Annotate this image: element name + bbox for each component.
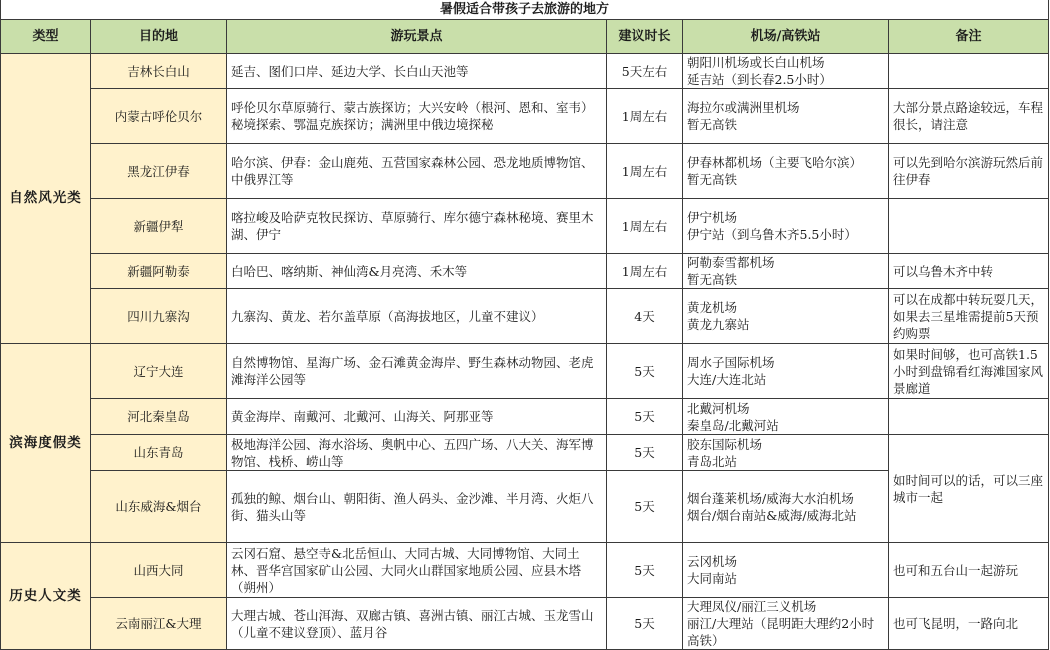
note-cell: 如果时间够，也可高铁1.5小时到盘锦看红海滩国家风景廊道 <box>889 344 1049 399</box>
duration-cell: 1周左右 <box>607 144 683 199</box>
table-row <box>1 543 1049 598</box>
transport-cell: 黄龙机场 黄龙九寨站 <box>683 289 889 344</box>
transport-cell: 伊春林都机场（主要飞哈尔滨） 暂无高铁 <box>683 144 889 199</box>
note-cell: 可以在成都中转玩耍几天，如果去三星堆需提前5天预约购票 <box>889 289 1049 344</box>
spots-cell: 九寨沟、黄龙、若尔盖草原（高海拔地区，儿童不建议） <box>227 289 607 344</box>
category-cell: 历史人文类 <box>1 543 91 650</box>
header-destination: 目的地 <box>91 20 227 54</box>
spots-cell: 延吉、图们口岸、延边大学、长白山天池等 <box>227 54 607 89</box>
spots-cell: 云冈石窟、悬空寺&北岳恒山、大同古城、大同博物馆、大同土林、晋华宫国家矿山公园、大同火山群国家地质公园、应县木塔（朔州） <box>227 543 607 598</box>
header-duration: 建议时长 <box>607 20 683 54</box>
destination-cell: 四川九寨沟 <box>91 289 227 344</box>
note-cell <box>889 54 1049 89</box>
table-row <box>1 289 1049 344</box>
duration-cell: 1周左右 <box>607 89 683 144</box>
note-cell: 可以先到哈尔滨游玩然后前往伊春 <box>889 144 1049 199</box>
destination-cell: 山东威海&烟台 <box>91 471 227 543</box>
destination-cell: 新疆阿勒泰 <box>91 254 227 289</box>
destination-cell: 河北秦皇岛 <box>91 399 227 435</box>
duration-cell: 5天左右 <box>607 54 683 89</box>
spots-cell: 孤独的鲸、烟台山、朝阳街、渔人码头、金沙滩、半月湾、火炬八街、猫头山等 <box>227 471 607 543</box>
spots-cell: 自然博物馆、星海广场、金石滩黄金海岸、野生森林动物园、老虎滩海洋公园等 <box>227 344 607 399</box>
note-cell <box>889 199 1049 254</box>
spots-cell: 哈尔滨、伊春：金山鹿苑、五营国家森林公园、恐龙地质博物馆、中俄界江等 <box>227 144 607 199</box>
destination-cell: 山东青岛 <box>91 435 227 471</box>
note-cell: 也可和五台山一起游玩 <box>889 543 1049 598</box>
duration-cell: 5天 <box>607 471 683 543</box>
spots-cell: 呼伦贝尔草原骑行、蒙古族探访；大兴安岭（根河、恩和、室韦）秘境探索、鄂温克族探访；满洲里中俄边境探秘 <box>227 89 607 144</box>
note-cell: 也可飞昆明，一路向北 <box>889 598 1049 650</box>
duration-cell: 5天 <box>607 598 683 650</box>
table-row <box>1 598 1049 650</box>
table-row <box>1 435 1049 471</box>
duration-cell: 5天 <box>607 543 683 598</box>
duration-cell: 4天 <box>607 289 683 344</box>
spots-cell: 白哈巴、喀纳斯、神仙湾&月亮湾、禾木等 <box>227 254 607 289</box>
destination-cell: 内蒙古呼伦贝尔 <box>91 89 227 144</box>
header-row <box>1 20 1049 54</box>
table-row <box>1 344 1049 399</box>
note-cell: 如时间可以的话，可以三座城市一起 <box>889 435 1049 543</box>
transport-cell: 北戴河机场 秦皇岛/北戴河站 <box>683 399 889 435</box>
destination-cell: 云南丽江&大理 <box>91 598 227 650</box>
category-cell: 滨海度假类 <box>1 344 91 543</box>
destination-cell: 吉林长白山 <box>91 54 227 89</box>
table-row <box>1 89 1049 144</box>
header-note: 备注 <box>889 20 1049 54</box>
header-category: 类型 <box>1 20 91 54</box>
table-row <box>1 254 1049 289</box>
table-title: 暑假适合带孩子去旅游的地方 <box>1 0 1049 20</box>
header-transport: 机场/高铁站 <box>683 20 889 54</box>
title-row <box>1 0 1049 20</box>
table-row <box>1 144 1049 199</box>
destination-cell: 辽宁大连 <box>91 344 227 399</box>
duration-cell: 5天 <box>607 399 683 435</box>
destination-cell: 山西大同 <box>91 543 227 598</box>
table-row <box>1 199 1049 254</box>
transport-cell: 朝阳川机场或长白山机场 延吉站（到长春2.5小时） <box>683 54 889 89</box>
transport-cell: 大理凤仪/丽江三义机场 丽江/大理站（昆明距大理约2小时高铁） <box>683 598 889 650</box>
destination-cell: 黑龙江伊春 <box>91 144 227 199</box>
duration-cell: 1周左右 <box>607 199 683 254</box>
transport-cell: 伊宁机场 伊宁站（到乌鲁木齐5.5小时） <box>683 199 889 254</box>
spots-cell: 极地海洋公园、海水浴场、奥帆中心、五四广场、八大关、海军博物馆、栈桥、崂山等 <box>227 435 607 471</box>
transport-cell: 胶东国际机场 青岛北站 <box>683 435 889 471</box>
note-cell: 可以乌鲁木齐中转 <box>889 254 1049 289</box>
note-cell <box>889 399 1049 435</box>
spots-cell: 大理古城、苍山洱海、双廊古镇、喜洲古镇、丽江古城、玉龙雪山（儿童不建议登顶）、蓝月谷 <box>227 598 607 650</box>
transport-cell: 海拉尔或满洲里机场 暂无高铁 <box>683 89 889 144</box>
spots-cell: 黄金海岸、南戴河、北戴河、山海关、阿那亚等 <box>227 399 607 435</box>
table-row <box>1 399 1049 435</box>
spots-cell: 喀拉峻及哈萨克牧民探访、草原骑行、库尔德宁森林秘境、赛里木湖、伊宁 <box>227 199 607 254</box>
duration-cell: 1周左右 <box>607 254 683 289</box>
transport-cell: 周水子国际机场 大连/大连北站 <box>683 344 889 399</box>
transport-cell: 烟台蓬莱机场/威海大水泊机场 烟台/烟台南站&威海/威海北站 <box>683 471 889 543</box>
header-spots: 游玩景点 <box>227 20 607 54</box>
duration-cell: 5天 <box>607 435 683 471</box>
category-cell: 自然风光类 <box>1 54 91 344</box>
transport-cell: 云冈机场 大同南站 <box>683 543 889 598</box>
destination-cell: 新疆伊犁 <box>91 199 227 254</box>
note-cell: 大部分景点路途较远，车程很长，请注意 <box>889 89 1049 144</box>
transport-cell: 阿勒泰雪都机场 暂无高铁 <box>683 254 889 289</box>
table-row <box>1 54 1049 89</box>
duration-cell: 5天 <box>607 344 683 399</box>
